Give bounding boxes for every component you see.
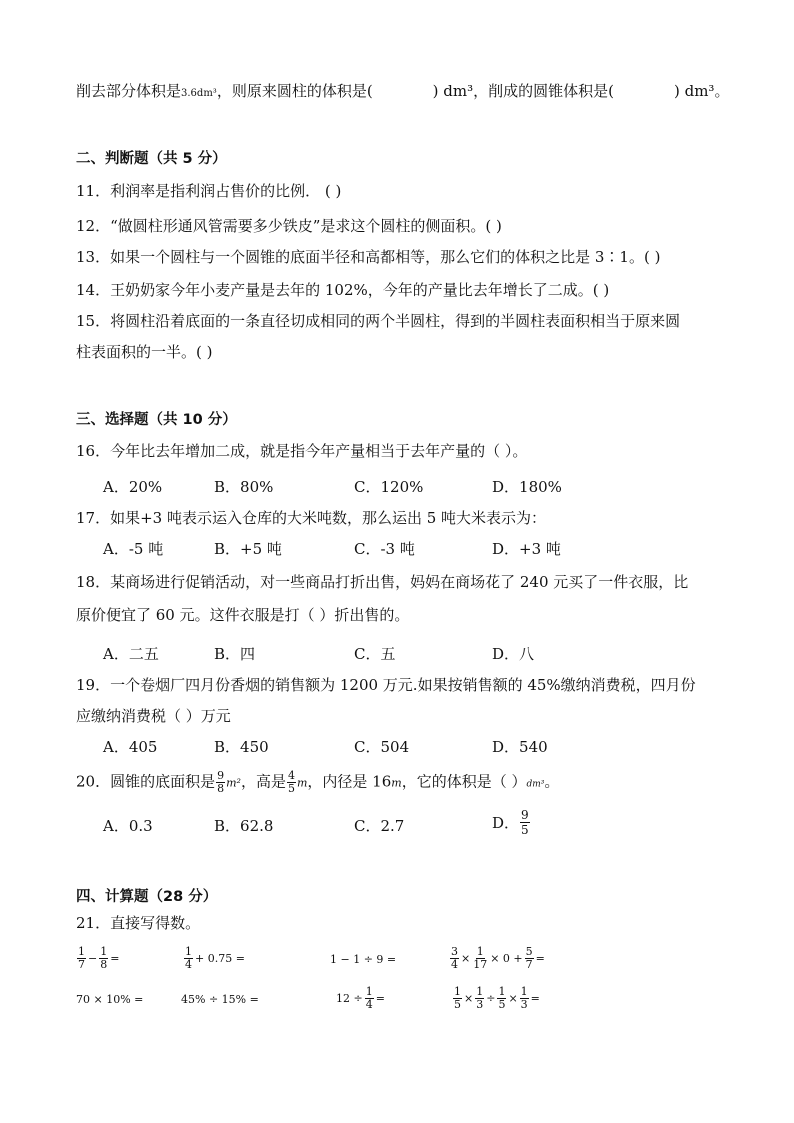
q20-text-4: ，它的体积是（ ） (401, 772, 527, 791)
fraction-denominator: 7 (525, 958, 533, 971)
fraction-denominator: 3 (476, 998, 484, 1011)
q16-option-b[interactable]: B．80% (214, 478, 274, 496)
q20-unit-1: m² (226, 776, 241, 790)
q19-option-c[interactable]: C．504 (354, 738, 410, 756)
expression-text: 1 − 1 ÷ 9 = (330, 953, 397, 966)
fraction-denominator: 5 (287, 782, 295, 795)
question-14: 14．王奶奶家今年小麦产量是去年的 102%，今年的产量比去年增长了二成。( ) (76, 281, 610, 299)
fraction-denominator: 4 (451, 958, 458, 971)
q20-option-a[interactable]: A．0.3 (103, 817, 153, 835)
operator: × (464, 992, 474, 1005)
question-18-line-1: 18．某商场进行促销活动，对一些商品打折出售，妈妈在商场花了 240 元买了一件衣服，比 (76, 573, 689, 591)
q10-volume-cut: 3.6dm³ (181, 88, 217, 99)
section-3-title: 三、选择题（共 10 分） (76, 412, 237, 428)
q17-option-a[interactable]: A．-5 吨 (103, 540, 164, 558)
question-15-line-1: 15．将圆柱沿着底面的一条直径切成相同的两个半圆柱，得到的半圆柱表面积相当于原来圆 (76, 312, 681, 330)
q20-text-3: ，内径是 16 (307, 772, 392, 791)
section-2-title: 二、判断题（共 5 分） (76, 151, 227, 167)
q17-option-c[interactable]: C．-3 吨 (354, 540, 415, 558)
equals-sign: = (535, 952, 545, 965)
fraction-numerator: 9 (217, 769, 225, 782)
q20-height-fraction (287, 770, 296, 795)
q20-text-2: ，高是 (240, 772, 286, 791)
fraction-denominator: 8 (217, 782, 225, 795)
question-21: 21．直接写得数。 (76, 914, 201, 932)
q20-option-c[interactable]: C．2.7 (354, 817, 405, 835)
q18-option-a[interactable]: A．二五 (103, 645, 159, 663)
q10-text-d: ) dm³，削成的圆锥体积是( (432, 82, 614, 100)
question-15-line-2: 柱表面积的一半。( ) (76, 343, 213, 361)
calc-item-1 (76, 946, 120, 971)
question-13: 13．如果一个圆柱与一个圆锥的底面半径和高都相等，那么它们的体积之比是 3∶1。( ) (76, 248, 661, 266)
expression-text: 70 × 10% = (76, 993, 144, 1006)
q10-text-c: ，则原来圆柱的体积是( (216, 82, 373, 100)
fraction-denominator: 5 (454, 998, 461, 1011)
fraction-denominator: 3 (520, 998, 528, 1011)
equals-sign: = (110, 952, 120, 965)
q10-text-a: 削去部分体积是 (76, 82, 182, 100)
fraction-denominator: 5 (521, 823, 529, 837)
fraction-denominator: 5 (498, 998, 506, 1011)
q20-unit-2: m (296, 776, 308, 790)
fraction-numerator: 1 (454, 985, 461, 998)
fraction-denominator: 7 (78, 958, 85, 971)
fraction-denominator: 17 (473, 958, 488, 971)
operator: × (508, 992, 518, 1005)
q18-option-d[interactable]: D．八 (492, 645, 535, 663)
fraction-numerator: 5 (525, 945, 533, 958)
q10-text-e: ) dm³。 (673, 82, 730, 100)
q18-option-b[interactable]: B．四 (214, 645, 256, 663)
expression-rest: × 0 + (490, 952, 523, 965)
question-19-line-2: 应缴纳消费税（ ）万元 (76, 707, 231, 725)
calc-item-3 (330, 953, 396, 966)
fraction-numerator: 1 (365, 985, 373, 998)
expression-rest: + 0.75 = (195, 952, 245, 965)
equals-sign: = (375, 992, 385, 1005)
fraction-numerator: 1 (520, 985, 528, 998)
question-19-line-1: 19．一个卷烟厂四月份香烟的销售额为 1200 万元.如果按销售额的 45%缴纳消费税，四月份 (76, 676, 696, 694)
q20-option-d-fraction (520, 808, 530, 837)
fraction-numerator: 1 (498, 985, 506, 998)
question-12: 12．“做圆柱形通风管需要多少铁皮”是求这个圆柱的侧面积。( ) (76, 217, 502, 235)
fraction-numerator: 1 (476, 985, 484, 998)
q19-option-a[interactable]: A．405 (103, 738, 158, 756)
q18-option-c[interactable]: C．五 (354, 645, 396, 663)
section-4-title: 四、计算题（28 分） (76, 889, 218, 905)
q20-option-d-label: D． (492, 813, 520, 832)
q17-option-d[interactable]: D．+3 吨 (492, 540, 561, 558)
expression-text: 45% ÷ 15% = (181, 993, 259, 1006)
fraction-numerator: 1 (100, 945, 108, 958)
q20-option-b[interactable]: B．62.8 (214, 817, 274, 835)
question-17: 17．如果+3 吨表示运入仓库的大米吨数，那么运出 5 吨大米表示为： (76, 509, 547, 527)
q20-text-1: 20．圆锥的底面积是 (76, 772, 216, 791)
q19-option-d[interactable]: D．540 (492, 738, 548, 756)
fraction-numerator: 1 (78, 945, 85, 958)
q20-option-d[interactable] (492, 808, 531, 837)
q20-unit-3: m (391, 776, 402, 790)
fraction-numerator: 1 (476, 945, 484, 958)
fraction-numerator: 1 (185, 945, 192, 958)
q20-unit-4: dm³ (526, 779, 545, 790)
q16-option-c[interactable]: C．120% (354, 478, 424, 496)
calc-item-2 (183, 946, 246, 971)
equals-sign: = (530, 992, 540, 1005)
operator: ÷ (486, 992, 496, 1005)
q16-option-a[interactable]: A．20% (103, 478, 163, 496)
question-18-line-2: 原价便宜了 60 元。这件衣服是打（ ）折出售的。 (76, 606, 410, 624)
fraction-numerator: 9 (521, 808, 529, 822)
q17-option-b[interactable]: B．+5 吨 (214, 540, 282, 558)
fraction-denominator: 4 (365, 998, 373, 1011)
operator: × (461, 952, 471, 965)
question-16: 16．今年比去年增加二成，就是指今年产量相当于去年产量的（ ）。 (76, 442, 528, 460)
question-20 (76, 770, 559, 796)
q19-option-b[interactable]: B．450 (214, 738, 269, 756)
q20-base-area-fraction (216, 770, 225, 795)
fraction-numerator: 4 (287, 769, 295, 782)
q20-text-5: 。 (544, 772, 560, 791)
calc-item-4 (449, 946, 546, 971)
operator: − (88, 952, 98, 965)
expression-prefix: 12 ÷ (336, 992, 363, 1005)
fraction-denominator: 8 (100, 958, 108, 971)
question-11: 11．利润率是指利润占售价的比例． ( ) (76, 182, 342, 200)
calc-item-8 (452, 986, 541, 1011)
q16-option-d[interactable]: D．180% (492, 478, 562, 496)
calc-item-5 (76, 993, 143, 1006)
question-10-tail (76, 80, 729, 105)
calc-item-7 (335, 986, 386, 1011)
calc-item-6 (181, 993, 259, 1006)
fraction-numerator: 3 (451, 945, 458, 958)
fraction-denominator: 4 (185, 958, 192, 971)
